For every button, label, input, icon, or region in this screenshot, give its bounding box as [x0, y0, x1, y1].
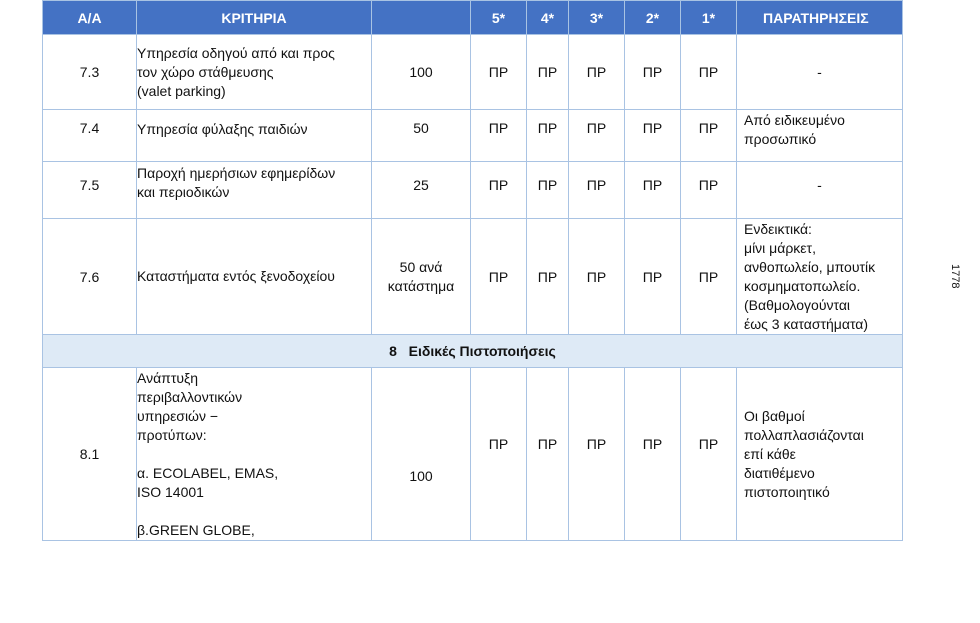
row-3-star: ΠΡ	[569, 219, 625, 335]
row-5-star: ΠΡ	[471, 368, 527, 541]
row-1-star: ΠΡ	[681, 368, 737, 541]
page-number: 1778	[949, 264, 961, 289]
header-criteria: ΚΡΙΤΗΡΙΑ	[137, 1, 372, 35]
header-notes: ΠΑΡΑΤΗΡΗΣΕΙΣ	[737, 1, 903, 35]
row-points: 50 ανά κατάστημα	[372, 219, 471, 335]
row-aa: 8.1	[43, 368, 137, 541]
table-header-row	[43, 1, 903, 35]
table-row	[43, 368, 903, 541]
section-title-text: Ειδικές Πιστοποιήσεις	[408, 343, 556, 359]
row-4-star: ΠΡ	[527, 368, 569, 541]
row-5-star: ΠΡ	[471, 110, 527, 162]
row-aa: 7.4	[43, 110, 137, 162]
row-3-star: ΠΡ	[569, 35, 625, 110]
row-criterion: Υπηρεσία οδηγού από και προς τον χώρο στάθμευσης (valet parking)	[137, 35, 372, 110]
row-aa: 7.6	[43, 219, 137, 335]
header-points	[372, 1, 471, 35]
row-5-star: ΠΡ	[471, 219, 527, 335]
header-3-star: 3*	[569, 1, 625, 35]
row-aa: 7.5	[43, 162, 137, 219]
row-3-star: ΠΡ	[569, 110, 625, 162]
row-4-star: ΠΡ	[527, 110, 569, 162]
table-row	[43, 219, 903, 335]
row-2-star: ΠΡ	[625, 162, 681, 219]
header-5-star: 5*	[471, 1, 527, 35]
row-2-star: ΠΡ	[625, 35, 681, 110]
row-criterion: Παροχή ημερήσιων εφημερίδων και περιοδικών	[137, 162, 372, 219]
table-row	[43, 162, 903, 219]
row-points: 25	[372, 162, 471, 219]
row-3-star: ΠΡ	[569, 162, 625, 219]
row-note: Από ειδικευμένο προσωπικό	[737, 110, 903, 162]
row-4-star: ΠΡ	[527, 35, 569, 110]
table-row	[43, 35, 903, 110]
row-note: Οι βαθμοί πολλαπλασιάζονται επί κάθε διατιθέμενο πιστοποιητικό	[737, 368, 903, 541]
row-note: -	[737, 35, 903, 110]
row-criterion: Ανάπτυξη περιβαλλοντικών υπηρεσιών − προτύπων: α. ECOLABEL, EMAS, ISO 14001 β.GREEN GLOBE,	[137, 368, 372, 541]
section-title	[43, 335, 903, 368]
row-2-star: ΠΡ	[625, 219, 681, 335]
criteria-table	[42, 0, 903, 541]
table-row	[43, 110, 903, 162]
row-4-star: ΠΡ	[527, 219, 569, 335]
row-5-star: ΠΡ	[471, 162, 527, 219]
row-note: Ενδεικτικά: μίνι μάρκετ, ανθοπωλείο, μπουτίκ κοσμηματοπωλείο. (Βαθμολογούνται έως 3 καταστήματα)	[737, 219, 903, 335]
row-criterion: Υπηρεσία φύλαξης παιδιών	[137, 110, 372, 162]
row-aa: 7.3	[43, 35, 137, 110]
row-2-star: ΠΡ	[625, 110, 681, 162]
header-4-star: 4*	[527, 1, 569, 35]
row-3-star: ΠΡ	[569, 368, 625, 541]
section-header-row	[43, 335, 903, 368]
row-points: 50	[372, 110, 471, 162]
row-5-star: ΠΡ	[471, 35, 527, 110]
row-2-star: ΠΡ	[625, 368, 681, 541]
header-2-star: 2*	[625, 1, 681, 35]
row-1-star: ΠΡ	[681, 35, 737, 110]
header-aa: Α/Α	[43, 1, 137, 35]
row-1-star: ΠΡ	[681, 219, 737, 335]
row-criterion: Καταστήματα εντός ξενοδοχείου	[137, 219, 372, 335]
section-number: 8	[389, 343, 397, 359]
row-1-star: ΠΡ	[681, 162, 737, 219]
row-note: -	[737, 162, 903, 219]
row-4-star: ΠΡ	[527, 162, 569, 219]
row-points: 100	[372, 35, 471, 110]
row-points: 100	[372, 368, 471, 541]
row-1-star: ΠΡ	[681, 110, 737, 162]
header-1-star: 1*	[681, 1, 737, 35]
